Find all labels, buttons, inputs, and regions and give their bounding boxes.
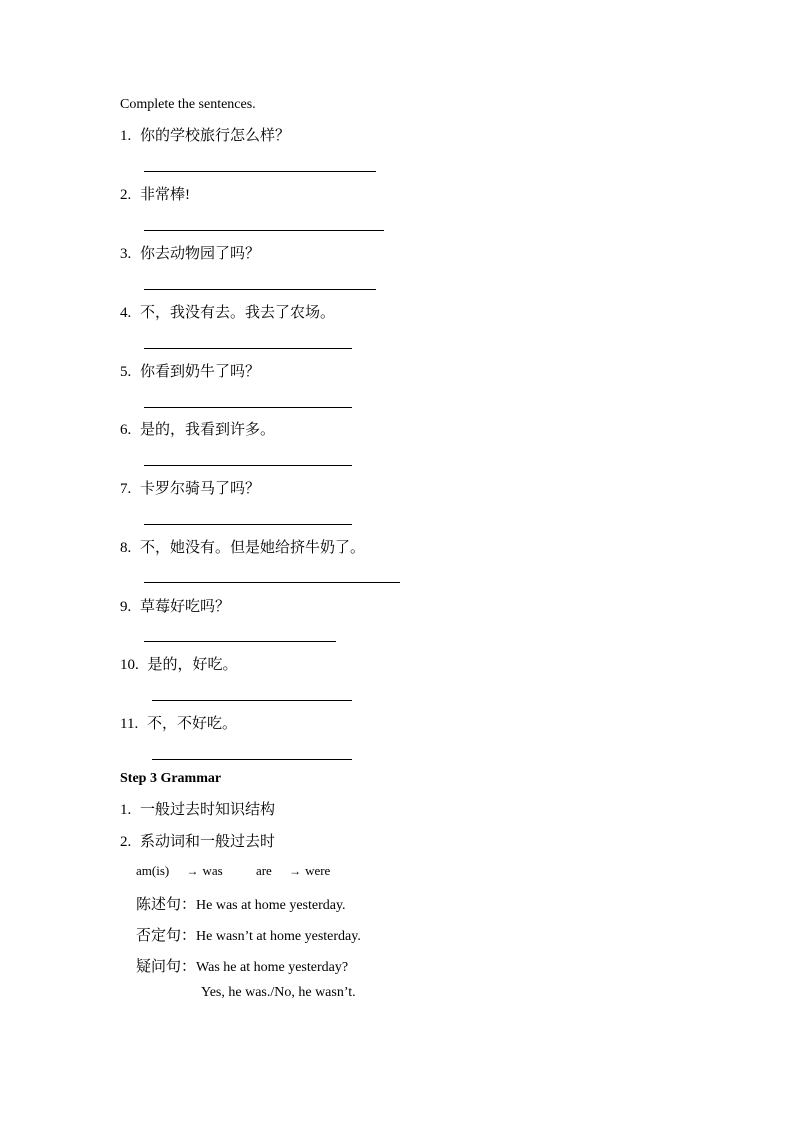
answer-blank-1[interactable] [144, 171, 376, 172]
item-number: 10. [120, 657, 139, 673]
item-prompt: 你去动物园了吗？ [140, 246, 261, 262]
form-am: am(is) [136, 863, 170, 878]
example-question [136, 955, 348, 976]
answer-blank-6[interactable] [144, 465, 352, 466]
example-sentence: He wasn’t at home yesterday. [196, 929, 361, 944]
grammar-point-2 [120, 830, 275, 851]
item-number: 3. [120, 246, 132, 262]
item-prompt: 不，她没有。但是她给挤牛奶了。 [140, 540, 366, 556]
item-prompt: 你看到奶牛了吗？ [140, 364, 261, 380]
example-sentence: He was at home yesterday. [196, 898, 346, 913]
point-text: 一般过去时知识结构 [140, 802, 276, 818]
item-number: 11. [120, 716, 139, 732]
instruction: Complete the sentences. [120, 97, 256, 112]
item-3 [120, 242, 260, 263]
item-number: 9. [120, 599, 132, 615]
item-prompt: 草莓好吃吗？ [140, 599, 231, 615]
answer-blank-3[interactable] [144, 289, 376, 290]
item-number: 2. [120, 187, 132, 203]
item-number: 5. [120, 364, 132, 380]
item-8 [120, 536, 365, 557]
example-sentence: Was he at home yesterday? [196, 960, 349, 975]
example-label: 否定句： [136, 928, 197, 944]
answer-blank-2[interactable] [144, 230, 384, 231]
item-number: 8. [120, 540, 132, 556]
point-text: 系动词和一般过去时 [140, 834, 276, 850]
example-label: 陈述句： [136, 897, 197, 913]
item-2 [120, 183, 190, 204]
item-9 [120, 595, 230, 616]
item-prompt: 你的学校旅行怎么样？ [140, 128, 291, 144]
answer-blank-7[interactable] [144, 524, 352, 525]
form-were: were [305, 863, 331, 878]
item-prompt: 不，不好吃。 [146, 716, 237, 732]
item-4 [120, 301, 335, 322]
item-prompt: 是的，我看到许多。 [140, 422, 276, 438]
answer-blank-5[interactable] [144, 407, 352, 408]
form-was: was [202, 863, 223, 878]
answer-blank-9[interactable] [144, 641, 336, 642]
arrow-icon: → [186, 864, 199, 878]
item-number: 1. [120, 128, 132, 144]
answer-blank-10[interactable] [152, 700, 352, 701]
item-prompt: 是的，好吃。 [147, 657, 238, 673]
item-number: 4. [120, 305, 132, 321]
grammar-point-1 [120, 798, 275, 819]
arrow-icon: → [289, 864, 302, 878]
item-7 [120, 477, 260, 498]
form-are: are [255, 863, 272, 878]
item-5 [120, 360, 260, 381]
item-10 [120, 653, 238, 674]
verb-forms-row [136, 863, 330, 879]
item-prompt: 非常棒! [140, 187, 190, 203]
point-number: 1. [120, 802, 132, 818]
item-6 [120, 418, 275, 439]
answer-blank-4[interactable] [144, 348, 352, 349]
point-number: 2. [120, 834, 132, 850]
example-negative [136, 924, 361, 945]
item-number: 6. [120, 422, 132, 438]
example-label: 疑问句： [136, 959, 197, 975]
answer-blank-11[interactable] [152, 759, 352, 760]
section-heading: Step 3 Grammar [120, 771, 222, 786]
item-11 [120, 712, 237, 733]
example-answer: Yes, he was./No, he wasn’t. [201, 985, 356, 1000]
item-1 [120, 124, 290, 145]
answer-blank-8[interactable] [144, 582, 400, 583]
item-prompt: 不，我没有去。我去了农场。 [140, 305, 336, 321]
item-prompt: 卡罗尔骑马了吗？ [140, 481, 261, 497]
example-statement [136, 893, 346, 914]
item-number: 7. [120, 481, 132, 497]
